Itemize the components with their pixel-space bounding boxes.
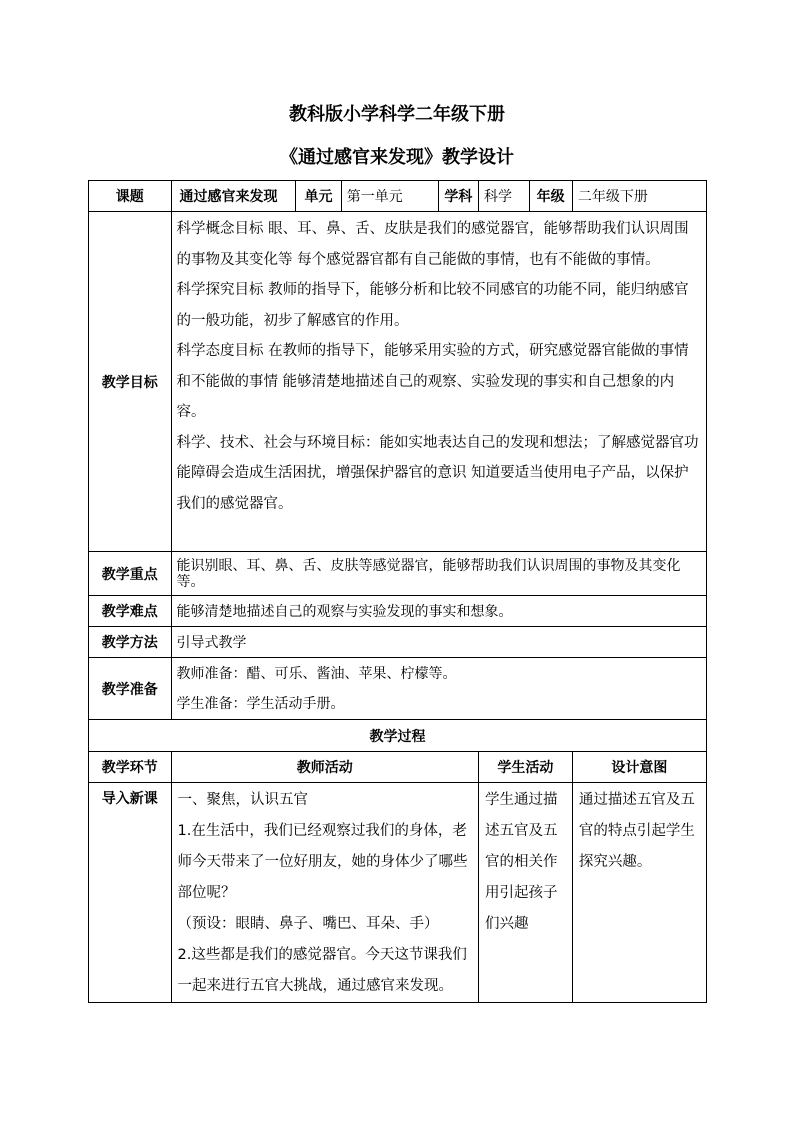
design-intent: 通过描述五官及五官的特点引起学生探究兴趣。 bbox=[572, 783, 706, 1003]
process-title: 教学过程 bbox=[89, 720, 707, 752]
goal-concept: 科学概念目标 眼、耳、鼻、舌、皮肤是我们的感觉器官，能够帮助我们认识周围的事物及其变化等 每个感觉器官都有自己能做的事情，也有不能做的事情。 bbox=[176, 221, 689, 268]
preparation-label: 教学准备 bbox=[89, 658, 172, 720]
preparation-row bbox=[89, 658, 707, 720]
teacher-activity-line: 2.这些都是我们的感觉器官。今天这节课我们一起来进行五官大挑战，通过感官来发现。 bbox=[177, 947, 467, 994]
method-label: 教学方法 bbox=[89, 627, 172, 658]
key-points-row bbox=[89, 552, 707, 596]
header-student-activity: 学生活动 bbox=[478, 752, 572, 783]
subject-label: 学科 bbox=[438, 181, 478, 212]
student-activity: 学生通过描述五官及五官的相关作用引起孩子们兴趣 bbox=[478, 783, 572, 1003]
process-header-row bbox=[89, 752, 707, 783]
process-title-row bbox=[89, 720, 707, 752]
info-row bbox=[89, 181, 707, 212]
header-design-intent: 设计意图 bbox=[572, 752, 706, 783]
goals-content bbox=[171, 212, 706, 552]
goals-row bbox=[89, 212, 707, 552]
subject-value: 科学 bbox=[478, 181, 529, 212]
goal-attitude: 科学态度目标 在教师的指导下，能够采用实验的方式，研究感觉器官能做的事情和不能做的事情 能够清楚地描述自己的观察、实验发现的事实和自己想象的内容。 bbox=[176, 343, 689, 420]
topic-label: 课题 bbox=[89, 181, 172, 212]
grade-value: 二年级下册 bbox=[572, 181, 706, 212]
difficulties-label: 教学难点 bbox=[89, 596, 172, 627]
header-stage: 教学环节 bbox=[89, 752, 172, 783]
student-preparation: 学生准备：学生活动手册。 bbox=[176, 695, 345, 712]
key-points-text: 能识别眼、耳、鼻、舌、皮肤等感觉器官，能够帮助我们认识周围的事物及其变化等。 bbox=[171, 552, 706, 596]
stage-name: 导入新课 bbox=[89, 783, 172, 1003]
teacher-activity bbox=[171, 783, 478, 1003]
teacher-activity-line: （预设：眼睛、鼻子、嘴巴、耳朵、手） bbox=[177, 916, 439, 932]
difficulties-row bbox=[89, 596, 707, 627]
unit-label: 单元 bbox=[296, 181, 341, 212]
document-title: 教科版小学科学二年级下册 bbox=[289, 104, 505, 125]
lesson-plan-table bbox=[88, 180, 707, 1003]
key-points-label: 教学重点 bbox=[89, 552, 172, 596]
teacher-activity-line: 1.在生活中，我们已经观察过我们的身体，老师今天带来了一位好朋友，她的身体少了哪些部位呢？ bbox=[177, 823, 468, 901]
grade-label: 年级 bbox=[529, 181, 572, 212]
document-subtitle: 《通过感官来发现》教学设计 bbox=[280, 147, 514, 168]
goal-sts: 科学、技术、社会与环境目标：能如实地表达自己的发现和想法；了解感觉器官功能障碍会造成生活困扰，增强保护器官的意识 知道要适当使用电子产品，以保护我们的感觉器官。 bbox=[176, 434, 699, 512]
goal-inquiry: 科学探究目标 教师的指导下，能够分析和比较不同感官的功能不同，能归纳感官的一般功能，初步了解感官的作用。 bbox=[176, 282, 689, 329]
method-text: 引导式教学 bbox=[171, 627, 706, 658]
method-row bbox=[89, 627, 707, 658]
difficulties-text: 能够清楚地描述自己的观察与实验发现的事实和想象。 bbox=[171, 596, 706, 627]
teacher-preparation: 教师准备：醋、可乐、酱油、苹果、柠檬等。 bbox=[176, 665, 457, 682]
goals-label: 教学目标 bbox=[89, 212, 172, 552]
process-row bbox=[89, 783, 707, 1003]
topic-value: 通过感官来发现 bbox=[171, 181, 296, 212]
header-teacher-activity: 教师活动 bbox=[171, 752, 478, 783]
preparation-content bbox=[171, 658, 706, 720]
unit-value: 第一单元 bbox=[341, 181, 438, 212]
teacher-activity-line: 一、聚焦，认识五官 bbox=[177, 792, 309, 808]
